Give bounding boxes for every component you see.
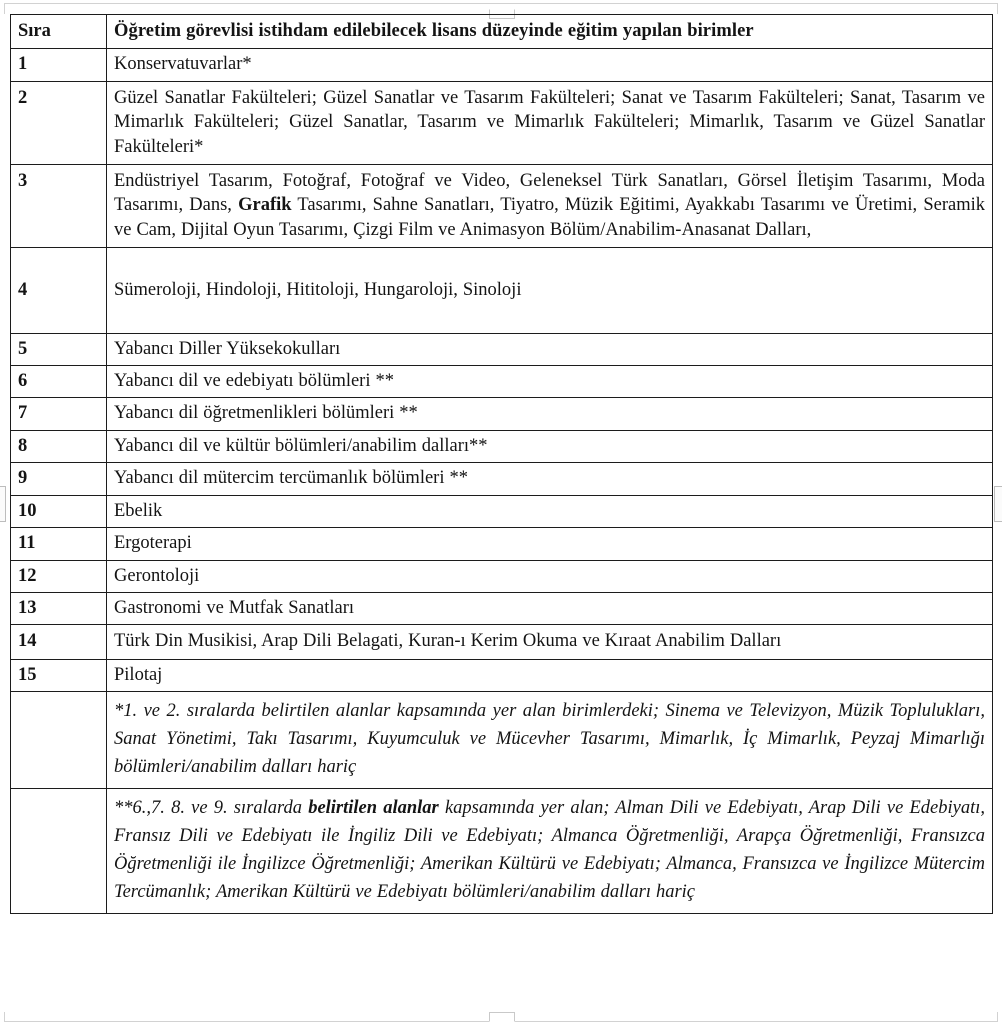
row-content: Sümeroloji, Hindoloji, Hititoloji, Hungaroloji, Sinoloji [107,248,993,333]
row-content: Yabancı Diller Yüksekokulları [107,333,993,365]
row-content: Yabancı dil ve edebiyatı bölümleri ** [107,366,993,398]
row-content: Ebelik [107,495,993,527]
table-header-row [11,15,993,49]
table-body [11,49,993,914]
table-row [11,463,993,495]
row-number: 7 [11,398,107,430]
row-content: Türk Din Musikisi, Arap Dili Belagati, Kuran-ı Kerim Okuma ve Kıraat Anabilim Dalları [107,625,993,659]
table-row [11,430,993,462]
row-content: Yabancı dil öğretmenlikleri bölümleri ** [107,398,993,430]
row-number: 2 [11,81,107,164]
row-number: 6 [11,366,107,398]
row-content: Gastronomi ve Mutfak Sanatları [107,592,993,624]
footnote-row-number [11,692,107,789]
row-number: 8 [11,430,107,462]
right-margin-bracket-artifact [994,486,1002,522]
column-header-sira: Sıra [11,15,107,49]
row-content-segment: Endüstriyel Tasarım, Fotoğraf, Fotoğraf ve Video, Geleneksel Türk Sanatları, Görsel İletişim Tasarımı, Moda Tasarımı, Dans, [114,171,985,216]
row-number: 11 [11,528,107,560]
table-row [11,49,993,81]
row-number: 5 [11,333,107,365]
table-row [11,625,993,659]
row-content [107,165,993,248]
footnote-content: *1. ve 2. sıralarda belirtilen alanlar kapsamında yer alan birimlerdeki; Sinema ve Televizyon, Müzik Toplulukları, Sanat Yönetimi, Takı Tasarımı, Kuyumculuk ve Mücevher Tasarımı, Mimarlık, İç Mimarlık, Peyzaj Mimarlığı bölümleri/anabilim dalları hariç [107,692,993,789]
table-row [11,528,993,560]
footnote-row-number [11,789,107,914]
left-margin-bracket-artifact [0,486,6,522]
row-content: Ergoterapi [107,528,993,560]
column-header-units: Öğretim görevlisi istihdam edilebilecek lisans düzeyinde eğitim yapılan birimler [107,15,993,49]
row-number: 4 [11,248,107,333]
footnote-row [11,692,993,789]
row-number: 9 [11,463,107,495]
row-number: 15 [11,659,107,691]
row-content: Yabancı dil ve kültür bölümleri/anabilim dalları** [107,430,993,462]
units-table [10,14,993,914]
table-row [11,560,993,592]
footnote-content [107,789,993,914]
table-row [11,398,993,430]
table-row [11,333,993,365]
footnote-segment: **6.,7. 8. ve 9. sıralarda [114,798,309,819]
table-row [11,495,993,527]
row-content: Yabancı dil mütercim tercümanlık bölümleri ** [107,463,993,495]
table-row [11,659,993,691]
row-content-segment: Tasarımı, Sahne Sanatları, Tiyatro, Müzik Eğitimi, Ayakkabı Tasarımı ve Üretimi, Seramik ve Cam, Dijital Oyun Tasarımı, Çizgi Film ve Animasyon Bölüm/Anabilim-Anasanat Dalları, [114,195,985,240]
row-content: Güzel Sanatlar Fakülteleri; Güzel Sanatlar ve Tasarım Fakülteleri; Sanat ve Tasarım Fakülteleri; Sanat, Tasarım ve Mimarlık Fakülteleri; Güzel Sanatlar, Tasarım ve Mimarlık Fakülteleri; Mimarlık, Tasarım ve Güzel Sanatlar Fakülteleri* [107,81,993,164]
row-number: 3 [11,165,107,248]
table-row [11,165,993,248]
page-bottom-notch-artifact [489,1012,515,1022]
row-number: 14 [11,625,107,659]
table-header [11,15,993,49]
footnote-segment: kapsamında yer alan; Alman Dili ve Edebiyatı, Arap Dili ve Edebiyatı, Fransız Dili ve Edebiyatı ile İngiliz Dili ve Edebiyatı; Almanca Öğretmenliği, Arapça Öğretmenliği, Fransızca Öğretmenliği ile İngilizce Öğretmenliği; Amerikan Kültürü ve Edebiyatı; Almanca, Fransızca ve İngilizce Mütercim Tercümanlık; Amerikan Kültürü ve Edebiyatı bölümleri/anabilim dalları hariç [114,798,985,902]
footnote-row [11,789,993,914]
row-number: 13 [11,592,107,624]
table-row [11,366,993,398]
table-row [11,248,993,333]
row-number: 12 [11,560,107,592]
row-content: Gerontoloji [107,560,993,592]
footnote-emphasis: belirtilen alanlar [308,798,439,819]
row-content: Konservatuvarlar* [107,49,993,81]
table-row [11,592,993,624]
row-number: 1 [11,49,107,81]
row-content: Pilotaj [107,659,993,691]
row-content-emphasis: Grafik [238,195,292,216]
table-row [11,81,993,164]
row-number: 10 [11,495,107,527]
